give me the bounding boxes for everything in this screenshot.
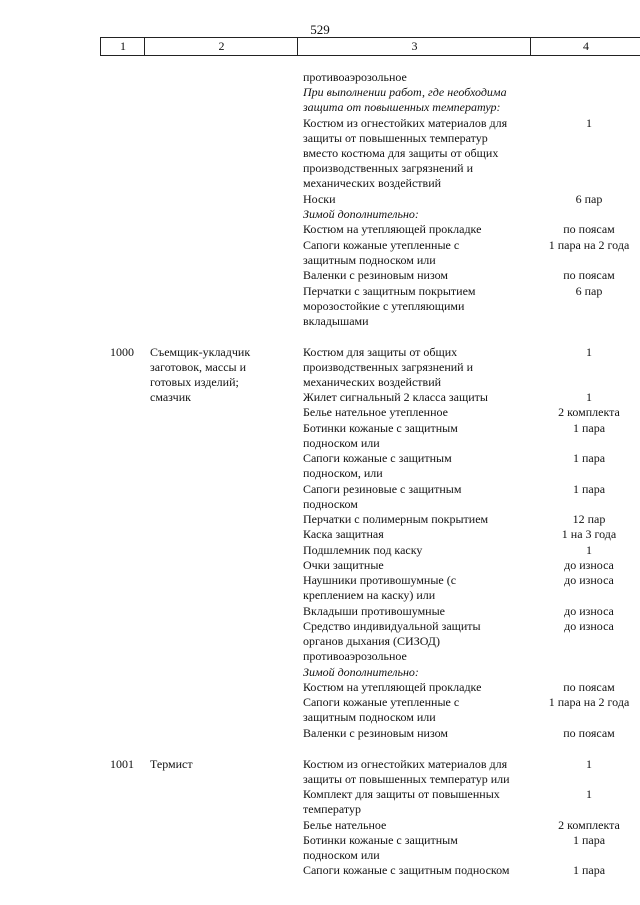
norm-value: по поясам <box>563 268 615 282</box>
ppe-item-text: Белье нательное утепленное <box>303 405 448 419</box>
norm-value: 1 пара на 2 года <box>548 238 630 252</box>
ppe-item-text: Подшлемник под каску <box>303 543 423 557</box>
norm-value: 1 <box>586 116 592 130</box>
norm-value: 2 комплекта <box>558 405 620 419</box>
header-col-3: 3 <box>297 38 531 55</box>
norm-value: 1 <box>586 390 592 404</box>
profession-text: Термист <box>150 757 193 771</box>
ppe-item-text: подноском, или <box>303 466 383 480</box>
ppe-item-text: Сапоги кожаные утепленные с <box>303 238 460 252</box>
ppe-item-text: Костюм из огнестойких материалов для <box>303 757 508 771</box>
norm-value: 2 комплекта <box>558 818 620 832</box>
norm-value: 1 <box>586 543 592 557</box>
ppe-item-text: противоаэрозольное <box>303 649 407 663</box>
ppe-item-text: подноском или <box>303 436 380 450</box>
ppe-item-text: защиты от повышенных температур или <box>303 772 510 786</box>
norm-value: до износа <box>564 619 614 633</box>
ppe-item-text: морозостойкие с утепляющими <box>303 299 465 313</box>
ppe-item-text: Комплект для защиты от повышенных <box>303 787 500 801</box>
ppe-item-text: механических воздействий <box>303 176 442 190</box>
header-col-1: 1 <box>100 38 145 55</box>
ppe-item-text: производственных загрязнений и <box>303 161 474 175</box>
ppe-item-text: Сапоги кожаные утепленные с <box>303 695 460 709</box>
profession-text: смазчик <box>150 390 191 404</box>
header-col-4: 4 <box>530 38 640 55</box>
ppe-item-text: Ботинки кожаные с защитным <box>303 421 458 435</box>
ppe-item-text: Валенки с резиновым низом <box>303 268 449 282</box>
profession-text: заготовок, массы и <box>150 360 247 374</box>
ppe-item-text: Белье нательное <box>303 818 387 832</box>
norm-value: 1 пара <box>572 482 606 496</box>
ppe-item-text: защитным подноском или <box>303 710 436 724</box>
row-number: 1000 <box>110 345 134 359</box>
table-header <box>100 37 640 56</box>
norm-value: 6 пар <box>575 284 603 298</box>
profession-text: Съемщик-укладчик <box>150 345 251 359</box>
ppe-item-text: вместо костюма для защиты от общих <box>303 146 499 160</box>
ppe-item-text: подноском или <box>303 848 380 862</box>
ppe-item-text: Вкладыши противошумные <box>303 604 445 618</box>
ppe-item-text: противоаэрозольное <box>303 70 407 84</box>
norm-value: 6 пар <box>575 192 603 206</box>
norm-value: по поясам <box>563 726 615 740</box>
ppe-item-text: органов дыхания (СИЗОД) <box>303 634 440 648</box>
ppe-item-text: температур <box>303 802 362 816</box>
norm-value: 1 пара <box>572 421 606 435</box>
ppe-item-text: Наушники противошумные (с <box>303 573 457 587</box>
norm-value: до износа <box>564 573 614 587</box>
norm-value: 1 пара на 2 года <box>548 695 630 709</box>
ppe-item-text: Перчатки с защитным покрытием <box>303 284 476 298</box>
ppe-item-text: производственных загрязнений и <box>303 360 474 374</box>
ppe-item-text: Сапоги кожаные с защитным подноском <box>303 863 510 877</box>
ppe-item-text: Сапоги кожаные с защитным <box>303 451 452 465</box>
norm-value: до износа <box>564 558 614 572</box>
norm-value: 1 пара <box>572 833 606 847</box>
ppe-item-text: подноском <box>303 497 358 511</box>
norm-value: 1 пара <box>572 863 606 877</box>
ppe-item-text: При выполнении работ, где необходима <box>303 85 507 99</box>
norm-value: до износа <box>564 604 614 618</box>
norm-value: 1 <box>586 787 592 801</box>
row-number: 1001 <box>110 757 134 771</box>
page-number: 529 <box>310 22 330 37</box>
ppe-item-text: Перчатки с полимерным покрытием <box>303 512 489 526</box>
ppe-item-text: механических воздействий <box>303 375 442 389</box>
norm-value: по поясам <box>563 222 615 236</box>
ppe-item-text: Сапоги резиновые с защитным <box>303 482 462 496</box>
ppe-item-text: Костюм для защиты от общих <box>303 345 458 359</box>
ppe-item-text: вкладышами <box>303 314 369 328</box>
ppe-item-text: Ботинки кожаные с защитным <box>303 833 458 847</box>
ppe-item-text: защита от повышенных температур: <box>303 100 501 114</box>
norm-value: 1 пара <box>572 451 606 465</box>
ppe-item-text: Валенки с резиновым низом <box>303 726 449 740</box>
ppe-item-text: Костюм из огнестойких материалов для <box>303 116 508 130</box>
norm-value: 12 пар <box>572 512 606 526</box>
ppe-item-text: Средство индивидуальной защиты <box>303 619 481 633</box>
ppe-item-text: защиты от повышенных температур <box>303 131 488 145</box>
profession-text: готовых изделий; <box>150 375 239 389</box>
ppe-item-text: защитным подноском или <box>303 253 436 267</box>
norm-value: 1 <box>586 345 592 359</box>
ppe-item-text: креплением на каску) или <box>303 588 436 602</box>
header-col-2: 2 <box>144 38 298 55</box>
norm-value: 1 <box>586 757 592 771</box>
ppe-item-text: Носки <box>303 192 336 206</box>
ppe-item-text: Очки защитные <box>303 558 384 572</box>
norm-value: по поясам <box>563 680 615 694</box>
ppe-item-text: Костюм на утепляющей прокладке <box>303 222 482 236</box>
ppe-item-text: Зимой дополнительно: <box>303 665 419 679</box>
norm-value: 1 на 3 года <box>561 527 617 541</box>
ppe-item-text: Жилет сигнальный 2 класса защиты <box>303 390 488 404</box>
ppe-item-text: Костюм на утепляющей прокладке <box>303 680 482 694</box>
ppe-item-text: Зимой дополнительно: <box>303 207 419 221</box>
ppe-item-text: Каска защитная <box>303 527 384 541</box>
